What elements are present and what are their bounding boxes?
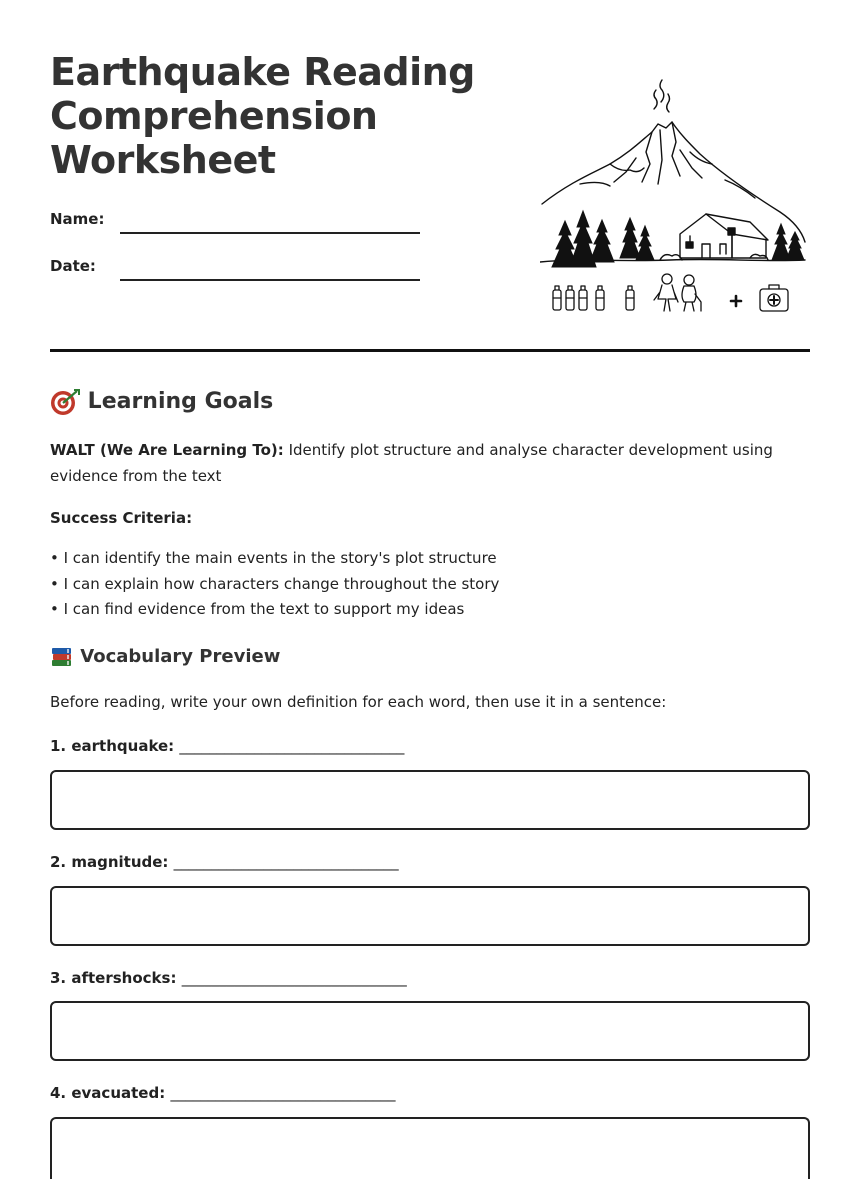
vocabulary-heading-text: Vocabulary Preview <box>80 646 281 667</box>
list-item: • I can identify the main events in the story's plot structure <box>50 549 497 567</box>
vocab-word-aftershocks <box>50 969 407 987</box>
date-label: Date: <box>50 257 96 275</box>
definition-blank[interactable]: ______________________________ <box>173 853 399 871</box>
vocab-word-label: 1. earthquake: <box>50 737 175 755</box>
vocab-word-label: 4. evacuated: <box>50 1084 166 1102</box>
walt-statement <box>50 437 810 489</box>
learning-goals-heading <box>50 388 273 416</box>
target-icon <box>50 388 80 416</box>
worksheet-page <box>50 0 810 1102</box>
walt-label: WALT (We Are Learning To): <box>50 441 284 459</box>
name-input-line[interactable] <box>120 232 420 234</box>
date-input-line[interactable] <box>120 279 420 281</box>
success-criteria-list <box>50 546 499 623</box>
answer-box-aftershocks[interactable] <box>50 1001 810 1061</box>
vocab-word-label: 3. aftershocks: <box>50 969 177 987</box>
worksheet-header <box>50 0 810 352</box>
page-title: Earthquake Reading Comprehension Worksheet <box>50 50 475 182</box>
vocab-word-label: 2. magnitude: <box>50 853 169 871</box>
header-divider <box>50 349 810 352</box>
answer-box-magnitude[interactable] <box>50 886 810 946</box>
vocab-word-evacuated <box>50 1084 395 1102</box>
list-item: • I can explain how characters change throughout the story <box>50 574 500 593</box>
name-field <box>50 210 430 240</box>
books-icon <box>50 645 74 669</box>
walt-text: Identify plot structure and analyse character development using evidence from the text <box>50 441 773 485</box>
success-criteria-label: Success Criteria: <box>50 509 193 527</box>
definition-blank[interactable]: ______________________________ <box>179 737 405 755</box>
date-field <box>50 257 430 287</box>
vocab-word-earthquake <box>50 737 404 755</box>
answer-box-evacuated[interactable] <box>50 1117 810 1179</box>
learning-goals-heading-text: Learning Goals <box>87 389 274 414</box>
definition-blank[interactable]: ______________________________ <box>170 1084 396 1102</box>
volcano-illustration <box>540 72 810 317</box>
name-label: Name: <box>50 210 105 228</box>
vocab-word-magnitude <box>50 853 399 871</box>
vocabulary-heading <box>50 645 280 669</box>
vocabulary-instructions: Before reading, write your own definition for each word, then use it in a sentence: <box>50 693 667 711</box>
answer-box-earthquake[interactable] <box>50 770 810 830</box>
definition-blank[interactable]: ______________________________ <box>181 969 407 987</box>
list-item: • I can find evidence from the text to support my ideas <box>50 600 465 618</box>
